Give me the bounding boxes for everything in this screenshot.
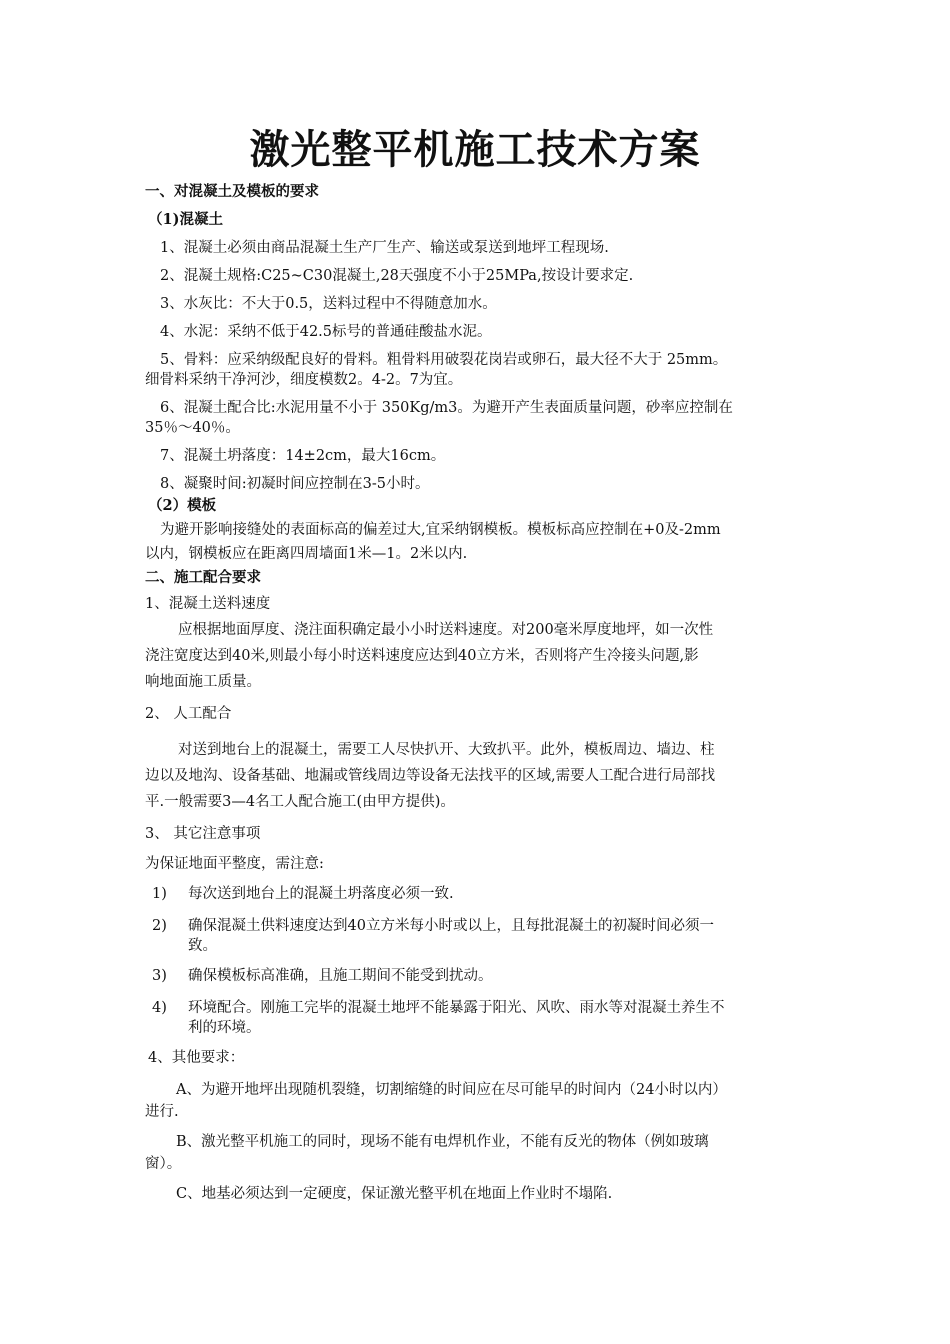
note-1-number: 1) (152, 886, 167, 902)
requirement-c-line-1: C、地基必须达到一定硬度，保证激光整平机在地面上作业时不塌陷. (176, 1186, 613, 1202)
concrete-item-6-line-2: 35％～40％。 (145, 420, 240, 436)
requirement-b-line-1: B、激光整平机施工的同时，现场不能有电焊机作业，不能有反光的物体（例如玻璃 (176, 1134, 709, 1150)
concrete-item-1: 1、混凝土必须由商品混凝土生产厂生产、输送或泵送到地坪工程现场. (160, 240, 609, 256)
concrete-item-4: 4、水泥：采纳不低于42.5标号的普通硅酸盐水泥。 (160, 324, 492, 340)
section1-heading: 一、对混凝土及模板的要求 (145, 183, 319, 200)
note-4-number: 4) (152, 1000, 167, 1016)
requirement-a-line-1: A、为避开地坪出现随机裂缝，切割缩缝的时间应在尽可能早的时间内（24小时以内） (176, 1082, 727, 1098)
template-paragraph-line-1: 为避开影响接缝处的表面标高的偏差过大,宜采纳钢模板。模板标高应控制在+0及-2mm (160, 522, 721, 538)
concrete-item-3: 3、水灰比：不大于0.5，送料过程中不得随意加水。 (160, 296, 497, 312)
document-title: 激光整平机施工技术方案 (249, 126, 701, 173)
subsection-labor-title: 2、 人工配合 (145, 706, 232, 722)
concrete-item-5-line-2: 细骨料采纳干净河沙，细度模数2。4-2。7为宜。 (145, 372, 463, 388)
labor-paragraph-line-2: 边以及地沟、设备基础、地漏或管线周边等设备无法找平的区域,需要人工配合进行局部找 (145, 768, 716, 784)
labor-paragraph-line-3: 平.一般需要3—4名工人配合施工(由甲方提供)。 (145, 794, 455, 810)
concrete-item-8: 8、凝聚时间:初凝时间应控制在3-5小时。 (160, 476, 430, 492)
subsection-other-requirements-title: 4、其他要求： (148, 1050, 245, 1066)
note-1-text: 每次送到地台上的混凝土坍落度必须一致. (188, 886, 454, 902)
requirement-b-line-2: 窗）。 (145, 1156, 182, 1172)
subsection-concrete-heading: （1)混凝土 (148, 211, 223, 228)
note-4-text-line-2: 利的环境。 (188, 1020, 261, 1036)
subsection-other-notes-title: 3、 其它注意事项 (145, 826, 261, 842)
delivery-paragraph-line-1: 应根据地面厚度、浇注面积确定最小小时送料速度。对200毫米厚度地坪，如一次性 (178, 622, 714, 638)
template-paragraph-line-2: 以内，钢模板应在距离四周墙面1米—1。2米以内. (145, 546, 468, 562)
delivery-paragraph-line-3: 响地面施工质量。 (145, 674, 261, 690)
concrete-item-7: 7、混凝土坍落度：14±2cm，最大16cm。 (160, 448, 446, 464)
note-4-text-line-1: 环境配合。刚施工完毕的混凝土地坪不能暴露于阳光、风吹、雨水等对混凝土养生不 (188, 1000, 725, 1016)
subsection-template-heading: （2）模板 (148, 497, 217, 514)
notes-intro: 为保证地面平整度，需注意: (145, 856, 324, 872)
note-2-number: 2) (152, 918, 167, 934)
note-2-text-line-2: 致。 (188, 938, 217, 954)
note-2-text-line-1: 确保混凝土供料速度达到40立方米每小时或以上，且每批混凝土的初凝时间必须一 (188, 918, 714, 934)
labor-paragraph-line-1: 对送到地台上的混凝土，需要工人尽快扒开、大致扒平。此外，模板周边、墙边、柱 (178, 742, 715, 758)
concrete-item-5-line-1: 5、骨料：应采纳级配良好的骨料。粗骨料用破裂花岗岩或卵石，最大径不大于 25mm。 (160, 352, 728, 368)
subsection-delivery-speed-title: 1、混凝土送料速度 (145, 596, 271, 612)
note-3-number: 3) (152, 968, 167, 984)
concrete-item-2: 2、混凝土规格:C25~C30混凝土,28天强度不小于25MPa,按设计要求定. (160, 268, 634, 284)
note-3-text: 确保模板标高准确，且施工期间不能受到扰动。 (188, 968, 493, 984)
requirement-a-line-2: 进行. (145, 1104, 179, 1120)
section2-heading: 二、施工配合要求 (145, 569, 261, 586)
delivery-paragraph-line-2: 浇注宽度达到40米,则最小每小时送料速度应达到40立方米，否则将产生冷接头问题,影 (145, 648, 699, 664)
concrete-item-6-line-1: 6、混凝土配合比:水泥用量不小于 350Kg/m3。为避开产生表面质量问题，砂率应控制在 (160, 400, 733, 416)
